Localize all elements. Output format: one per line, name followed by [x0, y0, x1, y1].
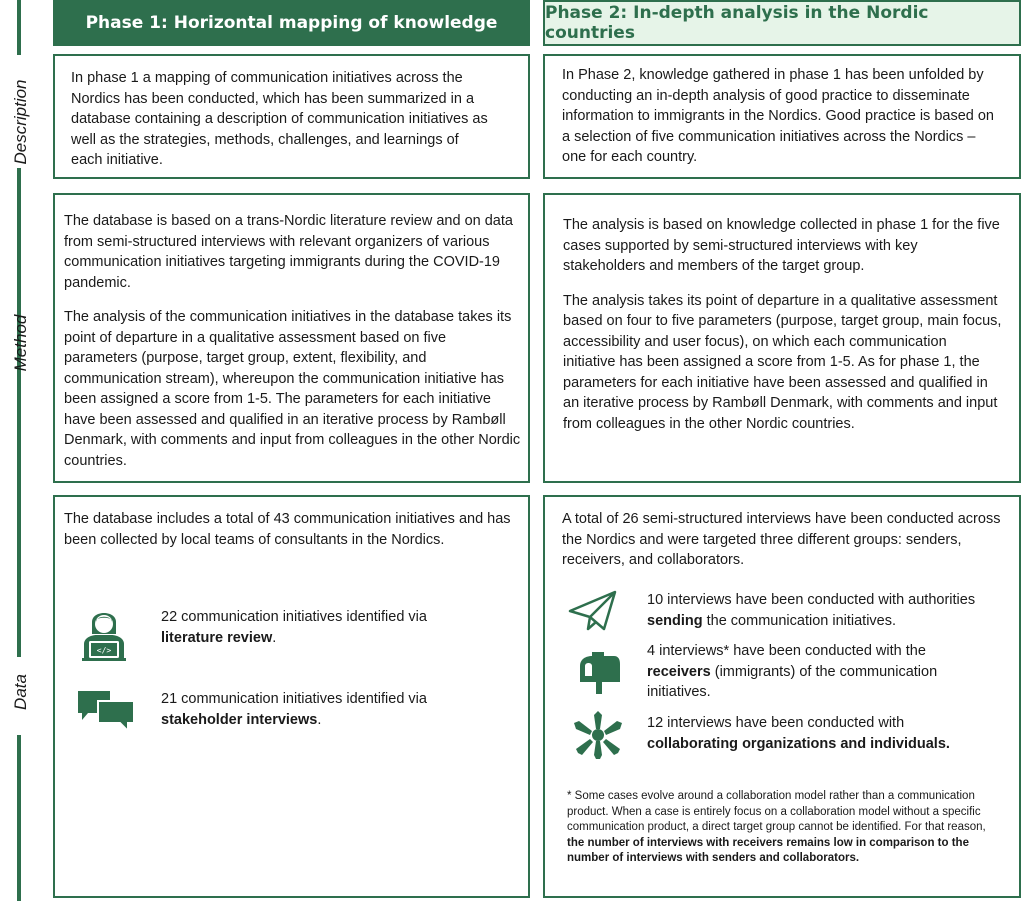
collaboration-hands-icon — [570, 709, 626, 761]
speech-bubbles-icon — [76, 689, 136, 733]
phase1-item-literature: 22 communication initiatives identified via literature review. — [161, 609, 427, 646]
phase1-header: Phase 1: Horizontal mapping of knowledge — [53, 0, 530, 46]
phase2-method-p2: The analysis takes its point of departure in a qualitative assessment based on four to five parameters (purpose, target group, main focus, accessibility and user focus), on which each communication initiative has been assigned a score from 1-5. As for phase 1, the parameters for each initiative have been assessed and qualified in an iterative process by Rambøll Denmark, with comments and input from colleagues in the other Nordic countries. — [563, 292, 1002, 432]
mailbox-icon — [576, 652, 622, 694]
phase2-footnote: * Some cases evolve around a collaboration model rather than a communication product. When a case is entirely focus on a collaboration model without a specific communication product, a direct target group cannot be identified. For that reason, the number of interviews with receivers remains low in comparison to the number of interviews with senders and collaborators. — [567, 790, 986, 864]
phase1-method-box — [53, 193, 530, 483]
phase1-method-p1: The database is based on a trans-Nordic literature review and on data from semi-structured interviews with relevant organizers of various communication initiatives targeting immigrants during the COVID-19 pandemic. — [64, 213, 513, 291]
paper-plane-icon — [568, 589, 618, 633]
phase2-header: Phase 2: In-depth analysis in the Nordic countries — [543, 0, 1021, 46]
phase2-description-box — [543, 54, 1021, 179]
phase1-method-p2: The analysis of the communication initiatives in the database takes its point of departure in a qualitative assessment based on five parameters (purpose, target group, extent, flexibility, and communication stream), whereupon the communication initiative has been assigned a score from 1-5. The parameters for each initiative have been assessed and qualified in an iterative process by Rambøll Denmark, with comments and input from colleagues in the other Nordic countries. — [64, 309, 521, 469]
svg-text:</>: </> — [96, 646, 112, 655]
phase2-item-receivers: 4 interviews* have been conducted with the receivers (immigrants) of the communication initiatives. — [647, 643, 938, 700]
phase1-description-box — [53, 54, 530, 179]
rail-description — [17, 168, 21, 430]
phase1-data-box — [53, 495, 530, 898]
phase1-data-intro: The database includes a total of 43 communication initiatives and has been collected by local teams of consultants in the Nordics. — [64, 511, 511, 548]
phase2-item-collaborating: 12 interviews have been conducted with collaborating organizations and individuals. — [647, 715, 950, 752]
phase2-method-p1: The analysis is based on knowledge collected in phase 1 for the five cases supported by semi-structured interviews with key stakeholders and members of the target group. — [563, 217, 1000, 274]
phase2-description-text: In Phase 2, knowledge gathered in phase 1 has been unfolded by conducting an in-depth analysis of good practice to disseminate information to immigrants in the Nordics. Good practice is based on a selection of five communication initiatives across the Nordics – one for each country. — [562, 67, 994, 165]
developer-person-icon — [79, 600, 129, 662]
rail-bottom — [17, 735, 21, 901]
rail-top — [17, 0, 21, 55]
phase2-data-box — [543, 495, 1021, 898]
rail-method — [17, 395, 21, 657]
phase1-item-stakeholder: 21 communication initiatives identified via stakeholder interviews. — [161, 691, 427, 728]
phase1-description-text: In phase 1 a mapping of communication initiatives across the Nordics has been conducted, which has been summarized in a database containing a description of communication initiatives as well as the strategies, methods, challenges, and learnings of each initiative. — [71, 70, 488, 168]
phase2-item-sending: 10 interviews have been conducted with authorities sending the communication initiatives. — [647, 592, 976, 629]
phase2-method-box — [543, 193, 1021, 483]
phase2-data-intro: A total of 26 semi-structured interviews have been conducted across the Nordics and were targeted three different groups: senders, receivers, and collaborators. — [562, 511, 1001, 568]
